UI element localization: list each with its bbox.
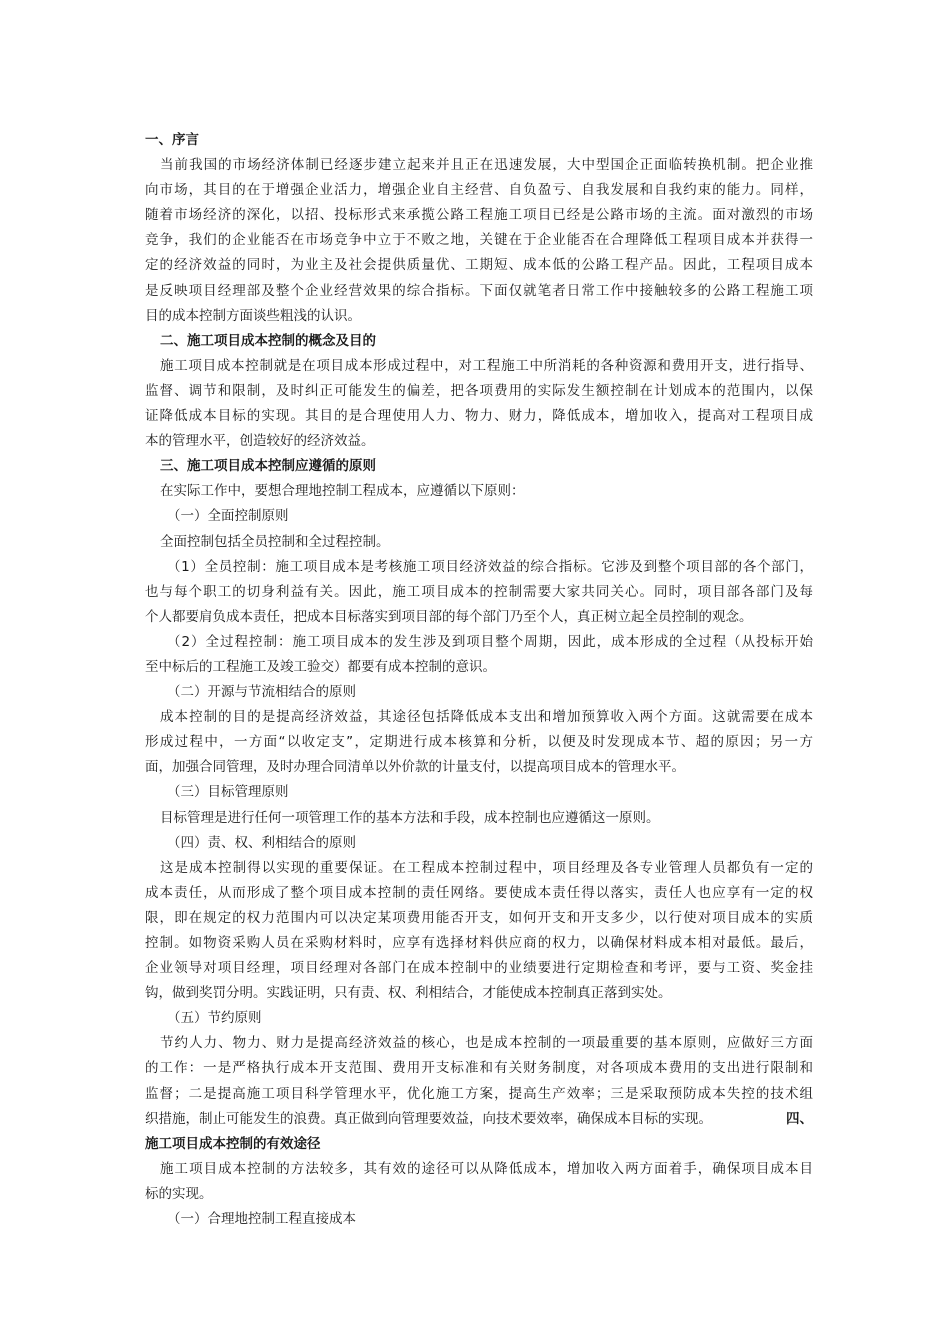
paragraph-line: 在实际工作中，要想合理地控制工程成本，应遵循以下原则： [160, 483, 525, 500]
section-heading-concept: 二、施工项目成本控制的概念及目的 [160, 332, 376, 349]
paragraph-line: 竞争，我们的企业能否在市场竞争中立于不败之地，关键在于企业能否在合理降低工程项目成本并获得一 [145, 232, 813, 249]
paragraph-line: 也与每个职工的切身利益有关。因此，施工项目成本的控制需要大家共同关心。同时，项目部各部门及每 [145, 583, 813, 600]
paragraph-line: 随着市场经济的深化，以招、投标形式来承揽公路工程施工项目已经是公路市场的主流。面对激烈的市场 [145, 207, 813, 224]
paragraph-line: 钩，做到奖罚分明。实践证明，只有责、权、利相结合，才能使成本控制真正落到实处。 [145, 985, 672, 1002]
section-heading-approaches: 施工项目成本控制的有效途径 [145, 1135, 321, 1152]
section-heading-principles: 三、施工项目成本控制应遵循的原则 [160, 458, 376, 475]
paragraph-line: 本的管理水平，创造较好的经济效益。 [145, 433, 375, 450]
subheading-line: （三）目标管理原则 [167, 784, 289, 801]
paragraph-line: 企业领导对项目经理，项目经理对各部门在成本控制中的业绩要进行定期检查和考评，要与工资、奖金挂 [145, 960, 813, 977]
paragraph-line: 成本控制的目的是提高经济效益，其途径包括降低成本支出和增加预算收入两个方面。这就需要在成本 [160, 709, 813, 726]
paragraph-line: 当前我国的市场经济体制已经逐步建立起来并且正在迅速发展，大中型国企正面临转换机制。把企业推 [160, 157, 813, 174]
paragraph-line: 向市场，其目的在于增强企业活力，增强企业自主经营、自负盈亏、自我发展和自我约束的能力。同样， [145, 182, 813, 199]
paragraph-line: 监督；二是提高施工项目科学管理水平，优化施工方案，提高生产效率；三是采取预防成本失控的技术组 [145, 1085, 813, 1102]
paragraph-line: 施工项目成本控制的方法较多，其有效的途径可以从降低成本，增加收入两方面着手，确保项目成本目 [160, 1160, 813, 1177]
paragraph-line: 目的成本控制方面谈些粗浅的认识。 [145, 307, 361, 324]
paragraph-line: 是反映项目经理部及整个企业经营效果的综合指标。下面仅就笔者日常工作中接触较多的公路工程施工项 [145, 282, 813, 299]
paragraph-line: 节约人力、物力、财力是提高经济效益的核心，也是成本控制的一项最重要的基本原则，应做好三方面 [160, 1035, 813, 1052]
paragraph-line: 证降低成本目标的实现。其目的是合理使用人力、物力、财力，降低成本，增加收入，提高对工程项目成 [145, 408, 813, 425]
paragraph-line: 至中标后的工程施工及竣工验交）都要有成本控制的意识。 [145, 658, 496, 675]
paragraph-line: 个人都要肩负成本责任，把成本目标落实到项目部的每个部门乃至个人，真正树立起全员控制的观念。 [145, 608, 753, 625]
paragraph-line: 标的实现。 [145, 1185, 213, 1202]
paragraph-line: 限，即在规定的权力范围内可以决定某项费用能否开支，如何开支和开支多少，以行使对项目成本的实质 [145, 909, 813, 926]
paragraph-line: 定的经济效益的同时，为业主及社会提供质量优、工期短、成本低的公路工程产品。因此，工程项目成本 [145, 257, 813, 274]
paragraph-line: 控制。如物资采购人员在采购材料时，应享有选择材料供应商的权力，以确保材料成本相对最低。最后， [145, 935, 813, 951]
paragraph-line-with-heading-number [145, 1107, 813, 1132]
paragraph-line: 成本责任，从而形成了整个项目成本控制的责任网络。要使成本责任得以落实，责任人也应享有一定的权 [145, 884, 813, 901]
section-number: 四、 [786, 1110, 813, 1127]
subheading-line: （一）全面控制原则 [167, 508, 289, 525]
section-heading-preface: 一、序言 [145, 132, 199, 148]
paragraph-line: 的工作：一是严格执行成本开支范围、费用开支标准和有关财务制度，对各项成本费用的支出进行限制和 [145, 1060, 813, 1077]
paragraph-text: 织措施，制止可能发生的浪费。真正做到向管理要效益，向技术要效率，确保成本目标的实现。 [145, 1110, 712, 1127]
paragraph-line: 施工项目成本控制就是在项目成本形成过程中，对工程施工中所消耗的各种资源和费用开支，进行指导、 [160, 357, 813, 374]
subheading-line: （四）责、权、利相结合的原则 [167, 834, 356, 851]
paragraph-line: 面，加强合同管理，及时办理合同清单以外价款的计量支付，以提高项目成本的管理水平。 [145, 759, 685, 776]
paragraph-line: （1）全员控制：施工项目成本是考核施工项目经济效益的综合指标。它涉及到整个项目部的各个部门， [167, 558, 813, 575]
subheading-line: （五）节约原则 [167, 1010, 262, 1027]
paragraph-line: 这是成本控制得以实现的重要保证。在工程成本控制过程中，项目经理及各专业管理人员都负有一定的 [160, 859, 813, 876]
subheading-line: （二）开源与节流相结合的原则 [167, 684, 356, 701]
paragraph-line: 监督、调节和限制，及时纠正可能发生的偏差，把各项费用的实际发生额控制在计划成本的范围内，以保 [145, 382, 813, 399]
paragraph-line: 全面控制包括全员控制和全过程控制。 [160, 533, 390, 550]
subheading-line: （一）合理地控制工程直接成本 [167, 1211, 356, 1228]
paragraph-line: 目标管理是进行任何一项管理工作的基本方法和手段，成本控制也应遵循这一原则。 [160, 809, 660, 826]
paragraph-line: （2）全过程控制：施工项目成本的发生涉及到项目整个周期，因此，成本形成的全过程（从投标开始 [167, 633, 813, 650]
paragraph-line: 形成过程中，一方面“以收定支”，定期进行成本核算和分析，以便及时发现成本节、超的原因；另一方 [145, 734, 813, 751]
document-page [145, 128, 813, 1232]
